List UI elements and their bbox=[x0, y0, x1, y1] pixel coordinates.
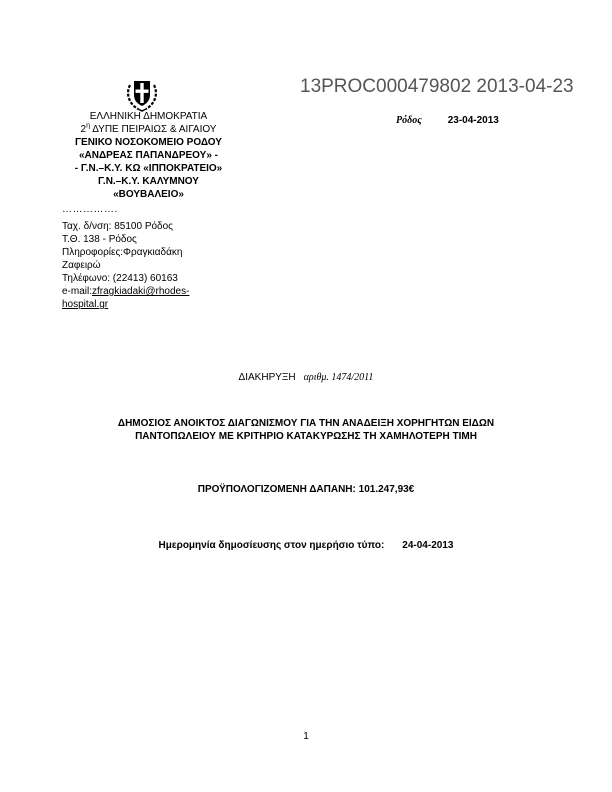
header-line-health-region: $2^\eta$ ΔΥΠΕ ΠΕΙΡΑΙΩΣ & ΑΙΓΑΙΟΥ bbox=[80, 122, 217, 135]
contact-email-line: e-mail:zfragkiadaki@rhodes- bbox=[62, 286, 190, 297]
declaration-label: ΔΙΑΚΗΡΥΞΗ bbox=[238, 372, 296, 383]
budget-line: ΠΡΟΫΠΟΛΟΓΙΖΟΜΕΝΗ ΔΑΠΑΝΗ: 101.247,93€ bbox=[197, 484, 415, 495]
contact-info-label: Πληροφορίες:Φραγκιαδάκη bbox=[62, 247, 183, 258]
document-date: 23-04-2013 bbox=[447, 115, 499, 126]
sender-header bbox=[46, 110, 251, 201]
declaration-heading bbox=[0, 372, 612, 383]
header-line-republic: ΕΛΛΗΝΙΚΗ ΔΗΜΟΚΡΑΤΙΑ bbox=[89, 111, 208, 122]
email-link-continued[interactable]: hospital.gr bbox=[62, 299, 109, 310]
email-link[interactable]: zfragkiadaki@rhodes- bbox=[92, 286, 190, 297]
tender-title bbox=[40, 417, 572, 443]
contact-po-box: Τ.Θ. 138 - Ρόδος bbox=[62, 234, 137, 245]
declaration-number: αριθμ. 1474/2011 bbox=[303, 372, 374, 383]
header-line-hospital-name: «ΑΝΔΡΕΑΣ ΠΑΠΑΝΔΡΕΟΥ» - bbox=[78, 150, 218, 161]
contact-info-name: Ζαφειρώ bbox=[62, 260, 101, 271]
protocol-number: 13PROC000479802 2013-04-23 bbox=[300, 76, 574, 97]
header-line-hospital: ΓΕΝΙΚΟ ΝΟΣΟΚΟΜΕΙΟ ΡΟΔΟΥ bbox=[75, 137, 222, 148]
page-number: 1 bbox=[303, 731, 309, 742]
contact-address: Ταχ. δ/νση: 85100 Ρόδος bbox=[62, 221, 173, 232]
greek-coat-of-arms-icon bbox=[122, 73, 162, 113]
header-line-kos: - Γ.Ν.–Κ.Υ. ΚΩ «ΙΠΠΟΚΡΑΤΕΙΟ» bbox=[74, 163, 223, 174]
header-line-kalymnos: Γ.Ν.–Κ.Υ. ΚΑΛΥΜΝΟΥ bbox=[98, 176, 199, 187]
place: Ρόδος bbox=[396, 115, 422, 126]
separator-dots: ……………. bbox=[62, 204, 118, 215]
publication-date-line bbox=[0, 540, 612, 551]
contact-block bbox=[62, 220, 232, 311]
publication-label: Ημερομηνία δημοσίευσης στον ημερήσιο τύπο: bbox=[158, 540, 385, 551]
tender-title-line-1: ΔΗΜΟΣΙΟΣ ΑΝΟΙΚΤΟΣ ΔΙΑΓΩΝΙΣΜΟΥ ΓΙΑ ΤΗΝ ΑΝΑΔΕΙΞΗ ΧΟΡΗΓΗΤΩΝ ΕΙΔΩΝ bbox=[117, 418, 495, 429]
header-line-vouvaleio: «ΒΟΥΒΑΛΕΙΟ» bbox=[113, 189, 184, 200]
contact-email-line-2 bbox=[62, 298, 232, 311]
tender-title-line-2: ΠΑΝΤΟΠΩΛΕΙΟΥ ΜΕ ΚΡΙΤΗΡΙΟ ΚΑΤΑΚΥΡΩΣΗΣ ΤΗ ΧΑΜΗΛΟΤΕΡΗ ΤΙΜΗ bbox=[135, 431, 477, 442]
place-date-line bbox=[396, 115, 499, 126]
contact-phone: Τηλέφωνο: (22413) 60163 bbox=[62, 273, 178, 284]
publication-date: 24-04-2013 bbox=[402, 540, 454, 551]
